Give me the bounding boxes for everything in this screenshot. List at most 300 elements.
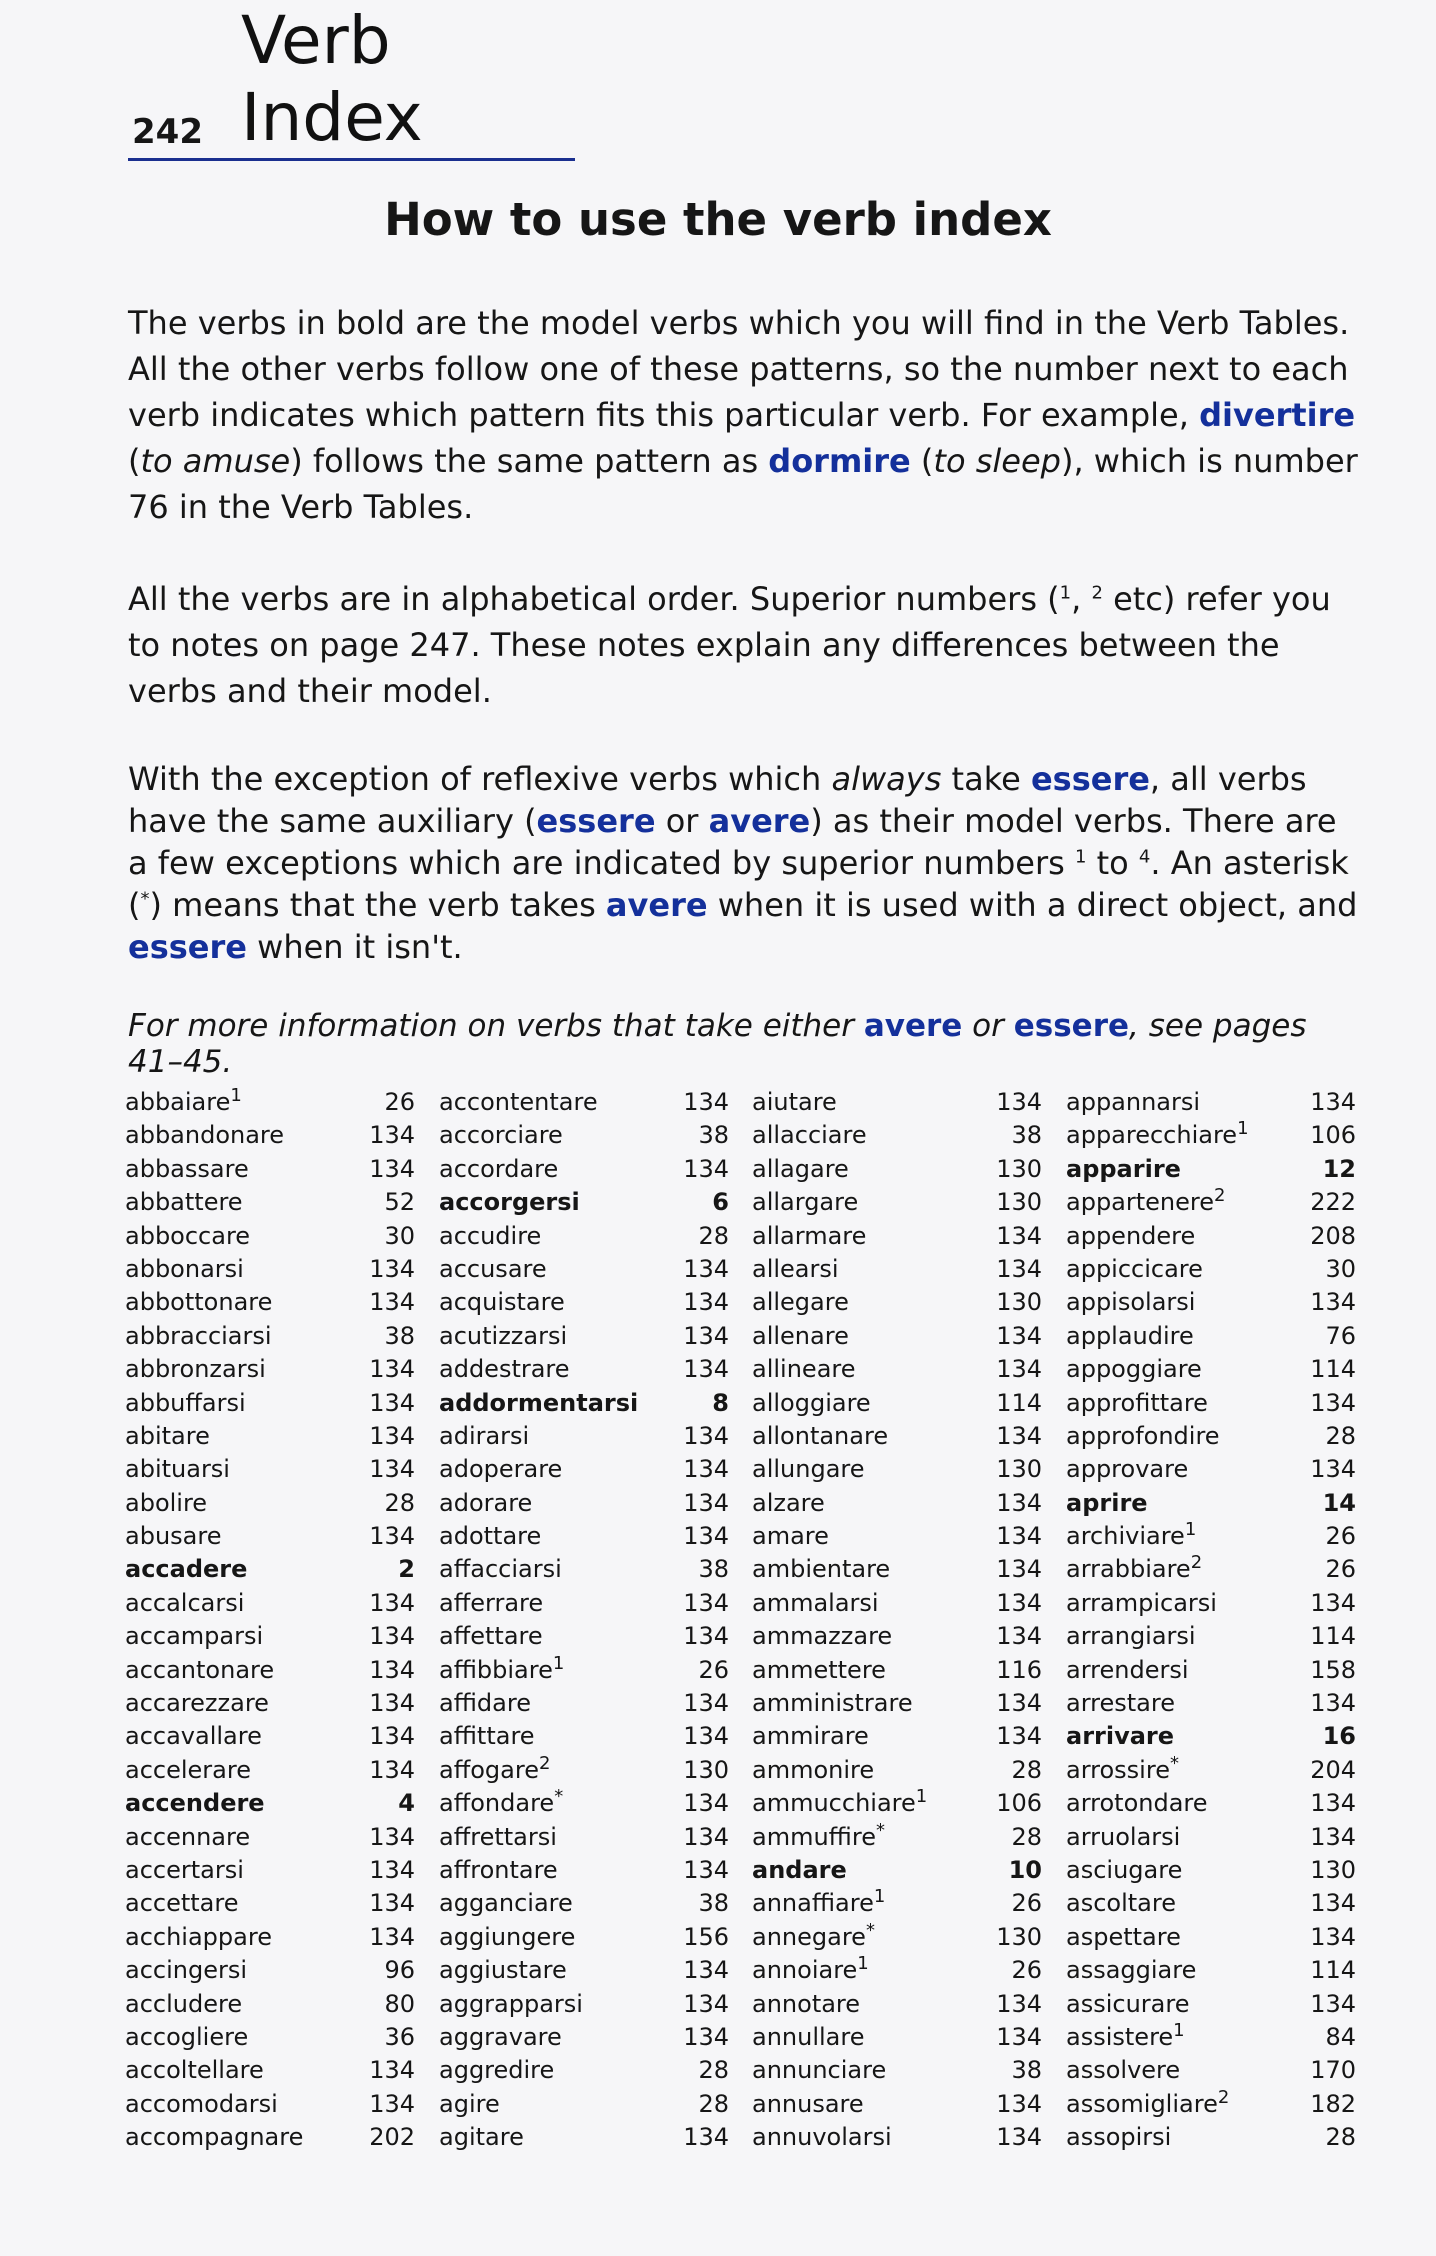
verb-name: ammettere bbox=[752, 1655, 886, 1684]
verb-name: ammucchiare$^1$ bbox=[752, 1786, 928, 1818]
model-number: 134 bbox=[996, 1355, 1042, 1384]
verb-name: aiutare bbox=[752, 1088, 837, 1116]
model-number: 134 bbox=[683, 1789, 729, 1818]
translation: to sleep bbox=[933, 442, 1061, 480]
verb-name: accarezzare bbox=[125, 1689, 269, 1718]
text: , all verbs have the same auxiliary ( bbox=[128, 760, 1307, 840]
verb-column-4 bbox=[1066, 1088, 1356, 2157]
verb-entry bbox=[125, 1389, 415, 1422]
model-number: 106 bbox=[1310, 1121, 1356, 1150]
model-number: 222 bbox=[1310, 1188, 1356, 1217]
model-number: 134 bbox=[996, 1488, 1042, 1517]
verb-name: appoggiare bbox=[1066, 1355, 1202, 1384]
model-number: 134 bbox=[996, 1088, 1042, 1116]
verb-name: allagare bbox=[752, 1154, 849, 1183]
model-number: 36 bbox=[384, 2022, 415, 2051]
verb-entry bbox=[125, 1656, 415, 1689]
verb-name: aggredire bbox=[439, 2056, 555, 2085]
text: ) means that the verb takes bbox=[149, 886, 606, 924]
verb-entry bbox=[125, 1689, 415, 1722]
model-number: 130 bbox=[996, 1922, 1042, 1951]
model-number: 134 bbox=[1310, 1388, 1356, 1417]
verb-entry bbox=[125, 1288, 415, 1321]
model-number: 134 bbox=[369, 1254, 415, 1283]
text: The verbs in bold are the model verbs which you will find in the Verb Tables. All the other verbs follow one of these patterns, so the number next to each verb indicates which pattern fits this particular verb. For example, bbox=[128, 304, 1350, 434]
text: or bbox=[655, 802, 709, 840]
verb-name: assaggiare bbox=[1066, 1956, 1197, 1985]
verb-name: appisolarsi bbox=[1066, 1288, 1196, 1317]
verb-name: agitare bbox=[439, 2123, 524, 2152]
verb-name: appiccicare bbox=[1066, 1254, 1203, 1283]
verb-entry bbox=[1066, 1752, 1356, 1789]
verb-entry bbox=[1066, 1389, 1356, 1422]
verb-entry bbox=[439, 1222, 729, 1255]
verb-entry bbox=[1066, 1288, 1356, 1321]
model-number: 28 bbox=[1011, 1755, 1042, 1784]
verb-name: assomigliare$^2$ bbox=[1066, 2086, 1230, 2118]
verb-entry bbox=[1066, 1856, 1356, 1889]
verb-column-3 bbox=[752, 1088, 1042, 2157]
model-number: 114 bbox=[1310, 1355, 1356, 1384]
verb-name: approvare bbox=[1066, 1455, 1189, 1484]
verb-name: allontanare bbox=[752, 1421, 889, 1450]
verb-name: accavallare bbox=[125, 1722, 262, 1751]
model-number: 130 bbox=[1310, 1855, 1356, 1884]
verb-entry bbox=[439, 2123, 729, 2156]
model-number: 134 bbox=[1310, 1789, 1356, 1818]
model-number: 134 bbox=[1310, 1288, 1356, 1317]
verb-name: annaffiare$^1$ bbox=[752, 1886, 886, 1918]
verb-entry bbox=[125, 1756, 415, 1789]
verb-entry bbox=[125, 2023, 415, 2056]
model-number: 134 bbox=[996, 1522, 1042, 1551]
verb-superscript: 2 bbox=[1190, 1552, 1203, 1574]
text: ( bbox=[128, 442, 141, 480]
verb-entry bbox=[1066, 2019, 1356, 2056]
verb-index-columns bbox=[0, 1085, 1436, 2178]
model-number: 134 bbox=[369, 1388, 415, 1417]
translation: to amuse bbox=[140, 442, 291, 480]
verb-name: accorgersi bbox=[439, 1188, 580, 1217]
verb-entry bbox=[1066, 2056, 1356, 2089]
verb-entry bbox=[752, 2090, 1042, 2123]
verb-entry bbox=[1066, 1118, 1356, 1154]
verb-entry bbox=[125, 2123, 415, 2156]
model-number: 134 bbox=[683, 1522, 729, 1551]
verb-entry bbox=[125, 1990, 415, 2023]
verb-entry bbox=[439, 1088, 729, 1121]
model-number: 26 bbox=[384, 1088, 415, 1116]
verb-entry bbox=[439, 1389, 729, 1422]
verb-entry bbox=[752, 1389, 1042, 1422]
verb-entry bbox=[125, 1889, 415, 1922]
page-header bbox=[128, 2, 575, 161]
verb-name: affettare bbox=[439, 1622, 543, 1651]
model-number: 134 bbox=[996, 1989, 1042, 2018]
verb-entry bbox=[1066, 1422, 1356, 1455]
verb-entry bbox=[439, 1155, 729, 1188]
verb-entry bbox=[752, 1689, 1042, 1722]
verb-superscript: * bbox=[1169, 1752, 1179, 1774]
verb-name: allineare bbox=[752, 1355, 856, 1384]
verb-name: abbassare bbox=[125, 1154, 249, 1183]
section-title: How to use the verb index bbox=[384, 193, 1052, 246]
verb-name: adoperare bbox=[439, 1455, 563, 1484]
verb-name: annusare bbox=[752, 2089, 864, 2118]
model-number: 10 bbox=[1008, 1855, 1042, 1884]
verb-entry bbox=[439, 1288, 729, 1321]
verb-name: accludere bbox=[125, 1989, 243, 2018]
model-number: 134 bbox=[369, 1755, 415, 1784]
verb-entry bbox=[439, 1823, 729, 1856]
model-number: 38 bbox=[1011, 1121, 1042, 1150]
verb-name: apparecchiare$^1$ bbox=[1066, 1118, 1249, 1150]
verb-entry bbox=[1066, 1185, 1356, 1221]
model-number: 208 bbox=[1310, 1221, 1356, 1250]
model-number: 134 bbox=[683, 1989, 729, 2018]
verb-entry bbox=[439, 2090, 729, 2123]
text: etc) refer you to notes on page 247. These notes explain any differences between the verbs and their model. bbox=[128, 580, 1331, 710]
verb-superscript: 2 bbox=[1214, 1185, 1226, 1207]
model-number: 134 bbox=[996, 1221, 1042, 1250]
verb-name: adottare bbox=[439, 1522, 542, 1551]
verb-name: assistere$^1$ bbox=[1066, 2019, 1185, 2051]
verb-name: appannarsi bbox=[1066, 1088, 1201, 1116]
text: . An asterisk ( bbox=[128, 844, 1349, 924]
model-number: 134 bbox=[683, 1321, 729, 1350]
model-number: 134 bbox=[683, 1355, 729, 1384]
verb-name: accantonare bbox=[125, 1655, 275, 1684]
verb-name: abbonarsi bbox=[125, 1254, 244, 1283]
verb-name: accorciare bbox=[439, 1121, 563, 1150]
verb-name: adorare bbox=[439, 1488, 533, 1517]
verb-name: affibbiare$^1$ bbox=[439, 1652, 565, 1684]
verb-name: arrivare bbox=[1066, 1722, 1175, 1751]
verb-entry bbox=[439, 1923, 729, 1956]
model-number: 26 bbox=[1325, 1555, 1356, 1584]
model-number: 134 bbox=[369, 1655, 415, 1684]
verb-name: abbaiare$^1$ bbox=[125, 1085, 242, 1116]
verb-name: accomodarsi bbox=[125, 2089, 278, 2118]
verb-entry bbox=[1066, 1455, 1356, 1488]
verb-name: aggrapparsi bbox=[439, 1989, 583, 2018]
model-number: 134 bbox=[683, 1488, 729, 1517]
verb-entry bbox=[439, 1489, 729, 1522]
model-number: 156 bbox=[683, 1922, 729, 1951]
verb-name: arrangiarsi bbox=[1066, 1622, 1196, 1651]
model-number: 134 bbox=[369, 1455, 415, 1484]
keyword-essere: essere bbox=[536, 802, 656, 840]
verb-name: accettare bbox=[125, 1889, 239, 1918]
model-number: 134 bbox=[683, 1421, 729, 1450]
model-number: 134 bbox=[996, 1321, 1042, 1350]
verb-name: applaudire bbox=[1066, 1321, 1194, 1350]
model-number: 30 bbox=[1325, 1254, 1356, 1283]
model-number: 134 bbox=[1310, 1889, 1356, 1918]
verb-entry bbox=[752, 2056, 1042, 2089]
verb-name: arrossire* bbox=[1066, 1752, 1179, 1784]
verb-entry bbox=[125, 1823, 415, 1856]
model-number: 130 bbox=[683, 1755, 729, 1784]
model-number: 134 bbox=[683, 1622, 729, 1651]
verb-name: allegare bbox=[752, 1288, 849, 1317]
verb-entry bbox=[125, 1355, 415, 1388]
verb-entry bbox=[439, 1722, 729, 1755]
model-number: 134 bbox=[369, 1855, 415, 1884]
verb-name: abituarsi bbox=[125, 1455, 230, 1484]
verb-entry bbox=[439, 2023, 729, 2056]
verb-entry bbox=[125, 1222, 415, 1255]
text: take bbox=[941, 760, 1031, 798]
model-number: 134 bbox=[1310, 1989, 1356, 2018]
model-number: 28 bbox=[1011, 1822, 1042, 1851]
verb-name: annuvolarsi bbox=[752, 2123, 892, 2152]
verb-entry bbox=[439, 1622, 729, 1655]
model-number: 28 bbox=[1325, 1421, 1356, 1450]
model-number: 134 bbox=[369, 2089, 415, 2118]
verb-superscript: * bbox=[554, 1786, 564, 1808]
model-number: 134 bbox=[369, 1288, 415, 1317]
verb-entry bbox=[752, 1555, 1042, 1588]
model-number: 106 bbox=[996, 1789, 1042, 1818]
intro-paragraph-1 bbox=[128, 300, 1358, 530]
verb-entry bbox=[125, 1923, 415, 1956]
verb-entry bbox=[439, 1990, 729, 2023]
verb-entry bbox=[125, 1622, 415, 1655]
verb-name: allearsi bbox=[752, 1254, 839, 1283]
verb-entry bbox=[1066, 2123, 1356, 2156]
verb-entry bbox=[752, 1819, 1042, 1856]
superscript: 4 bbox=[1138, 846, 1151, 868]
model-number: 28 bbox=[698, 2056, 729, 2085]
verb-entry bbox=[752, 1188, 1042, 1221]
verb-entry bbox=[125, 1589, 415, 1622]
model-number: 80 bbox=[384, 1989, 415, 2018]
model-number: 134 bbox=[996, 2089, 1042, 2118]
model-number: 134 bbox=[996, 1555, 1042, 1584]
superscript: 2 bbox=[1091, 582, 1103, 604]
verb-name: annunciare bbox=[752, 2056, 887, 2085]
intro-paragraph-3 bbox=[128, 758, 1358, 968]
model-number: 134 bbox=[683, 2022, 729, 2051]
verb-name: allacciare bbox=[752, 1121, 867, 1150]
model-number: 134 bbox=[683, 1288, 729, 1317]
verb-entry bbox=[1066, 1489, 1356, 1522]
keyword-divertire: divertire bbox=[1199, 396, 1356, 434]
page-number: 242 bbox=[132, 112, 203, 152]
verb-entry bbox=[752, 1121, 1042, 1154]
verb-superscript: 1 bbox=[230, 1085, 242, 1106]
verb-name: addestrare bbox=[439, 1355, 570, 1384]
verb-name: affondare* bbox=[439, 1786, 564, 1818]
verb-entry bbox=[439, 1121, 729, 1154]
verb-entry bbox=[1066, 1222, 1356, 1255]
verb-name: acutizzarsi bbox=[439, 1321, 568, 1350]
verb-superscript: * bbox=[865, 1919, 875, 1941]
verb-name: abbottonare bbox=[125, 1288, 273, 1317]
model-number: 134 bbox=[683, 1154, 729, 1183]
model-number: 134 bbox=[996, 2022, 1042, 2051]
model-number: 130 bbox=[996, 1455, 1042, 1484]
verb-superscript: 1 bbox=[1237, 1118, 1249, 1140]
verb-name: allungare bbox=[752, 1455, 865, 1484]
verb-name: acquistare bbox=[439, 1288, 565, 1317]
verb-entry bbox=[439, 2056, 729, 2089]
verb-name: affrettarsi bbox=[439, 1822, 557, 1851]
verb-name: accontentare bbox=[439, 1088, 598, 1116]
verb-name: accamparsi bbox=[125, 1622, 264, 1651]
verb-entry bbox=[1066, 1956, 1356, 1989]
model-number: 182 bbox=[1310, 2089, 1356, 2118]
verb-name: appendere bbox=[1066, 1221, 1196, 1250]
verb-entry bbox=[752, 1322, 1042, 1355]
verb-name: affogare$^2$ bbox=[439, 1752, 551, 1784]
verb-entry bbox=[125, 1255, 415, 1288]
verb-entry bbox=[1066, 1255, 1356, 1288]
verb-superscript: 1 bbox=[915, 1786, 928, 1808]
verb-entry bbox=[1066, 1923, 1356, 1956]
model-number: 28 bbox=[698, 1221, 729, 1250]
model-number: 134 bbox=[683, 1588, 729, 1617]
verb-entry bbox=[1066, 1155, 1356, 1188]
verb-name: arrabbiare$^2$ bbox=[1066, 1552, 1203, 1584]
verb-entry bbox=[439, 1786, 729, 1822]
verb-name: accudire bbox=[439, 1221, 542, 1250]
model-number: 134 bbox=[369, 1722, 415, 1751]
verb-entry bbox=[439, 1856, 729, 1889]
verb-name: affacciarsi bbox=[439, 1555, 562, 1584]
verb-entry bbox=[752, 1722, 1042, 1755]
verb-entry bbox=[439, 1689, 729, 1722]
verb-name: appartenere$^2$ bbox=[1066, 1185, 1226, 1217]
verb-name: arrendersi bbox=[1066, 1655, 1189, 1684]
model-number: 134 bbox=[369, 1154, 415, 1183]
verb-name: agire bbox=[439, 2089, 500, 2118]
verb-entry bbox=[752, 1088, 1042, 1121]
verb-entry bbox=[1066, 1355, 1356, 1388]
verb-entry bbox=[1066, 1990, 1356, 2023]
model-number: 202 bbox=[369, 2123, 415, 2152]
verb-name: accadere bbox=[125, 1555, 248, 1584]
verb-entry bbox=[752, 2023, 1042, 2056]
verb-superscript: 1 bbox=[873, 1886, 886, 1908]
verb-name: aspettare bbox=[1066, 1922, 1181, 1951]
verb-name: affrontare bbox=[439, 1855, 558, 1884]
verb-entry bbox=[1066, 1519, 1356, 1555]
model-number: 130 bbox=[996, 1154, 1042, 1183]
verb-entry bbox=[125, 1322, 415, 1355]
verb-name: amministrare bbox=[752, 1689, 913, 1718]
verb-entry bbox=[1066, 1589, 1356, 1622]
verb-name: alloggiare bbox=[752, 1388, 871, 1417]
model-number: 134 bbox=[683, 1855, 729, 1884]
model-number: 8 bbox=[712, 1388, 729, 1417]
verb-superscript: 1 bbox=[1173, 2019, 1185, 2041]
verb-entry bbox=[752, 1656, 1042, 1689]
model-number: 16 bbox=[1322, 1722, 1356, 1751]
verb-entry bbox=[439, 1652, 729, 1689]
verb-entry bbox=[1066, 1722, 1356, 1755]
verb-entry bbox=[439, 1355, 729, 1388]
verb-superscript: 2 bbox=[1217, 2086, 1230, 2108]
verb-entry bbox=[125, 1455, 415, 1488]
model-number: 26 bbox=[1011, 1956, 1042, 1985]
text: when it isn't. bbox=[246, 928, 463, 966]
verb-name: affidare bbox=[439, 1689, 531, 1718]
superscript: 1 bbox=[1074, 846, 1087, 868]
note-line bbox=[128, 1008, 1358, 1080]
model-number: 114 bbox=[996, 1388, 1042, 1417]
verb-entry bbox=[1066, 1789, 1356, 1822]
verb-entry bbox=[125, 1155, 415, 1188]
model-number: 134 bbox=[683, 1088, 729, 1116]
text: For more information on verbs that take either bbox=[128, 1008, 864, 1044]
verb-name: accalcarsi bbox=[125, 1588, 245, 1617]
verb-entry bbox=[125, 1489, 415, 1522]
model-number: 26 bbox=[1325, 1522, 1356, 1551]
model-number: 134 bbox=[996, 1722, 1042, 1751]
model-number: 134 bbox=[369, 1822, 415, 1851]
model-number: 114 bbox=[1310, 1956, 1356, 1985]
verb-name: annegare* bbox=[752, 1919, 875, 1951]
verb-entry bbox=[752, 1919, 1042, 1956]
text: All the verbs are in alphabetical order. Superior numbers ( bbox=[128, 580, 1060, 618]
model-number: 84 bbox=[1325, 2022, 1356, 2051]
verb-name: ammalarsi bbox=[752, 1588, 879, 1617]
model-number: 52 bbox=[384, 1188, 415, 1217]
verb-name: asciugare bbox=[1066, 1855, 1183, 1884]
verb-name: aprire bbox=[1066, 1488, 1148, 1517]
verb-name: approfittare bbox=[1066, 1388, 1208, 1417]
model-number: 204 bbox=[1310, 1755, 1356, 1784]
verb-name: accogliere bbox=[125, 2022, 249, 2051]
model-number: 134 bbox=[996, 1588, 1042, 1617]
model-number: 38 bbox=[698, 1889, 729, 1918]
model-number: 26 bbox=[698, 1655, 729, 1684]
model-number: 134 bbox=[369, 1689, 415, 1718]
verb-name: annullare bbox=[752, 2022, 865, 2051]
verb-entry bbox=[752, 1589, 1042, 1622]
model-number: 134 bbox=[996, 1421, 1042, 1450]
model-number: 76 bbox=[1325, 1321, 1356, 1350]
verb-name: abboccare bbox=[125, 1221, 251, 1250]
verb-name: allargare bbox=[752, 1188, 859, 1217]
verb-entry bbox=[439, 1956, 729, 1989]
model-number: 134 bbox=[1310, 1922, 1356, 1951]
model-number: 134 bbox=[369, 1889, 415, 1918]
verb-entry bbox=[752, 1856, 1042, 1889]
verb-name: arrotondare bbox=[1066, 1789, 1208, 1818]
model-number: 38 bbox=[384, 1321, 415, 1350]
verb-entry bbox=[1066, 1689, 1356, 1722]
text: ( bbox=[910, 442, 934, 480]
header-title: Verb Index bbox=[241, 2, 423, 156]
model-number: 134 bbox=[369, 1522, 415, 1551]
keyword-dormire: dormire bbox=[768, 442, 911, 480]
model-number: 6 bbox=[712, 1188, 729, 1217]
verb-name: apparire bbox=[1066, 1154, 1181, 1183]
text: , see pages 41–45. bbox=[128, 1008, 1307, 1080]
verb-entry bbox=[125, 2056, 415, 2089]
verb-entry bbox=[439, 1455, 729, 1488]
model-number: 134 bbox=[683, 1455, 729, 1484]
keyword-essere: essere bbox=[1030, 760, 1150, 798]
verb-name: assicurare bbox=[1066, 1989, 1190, 2018]
verb-name: acchiappare bbox=[125, 1922, 272, 1951]
verb-name: andare bbox=[752, 1855, 847, 1884]
model-number: 30 bbox=[384, 1221, 415, 1250]
verb-entry bbox=[439, 1522, 729, 1555]
